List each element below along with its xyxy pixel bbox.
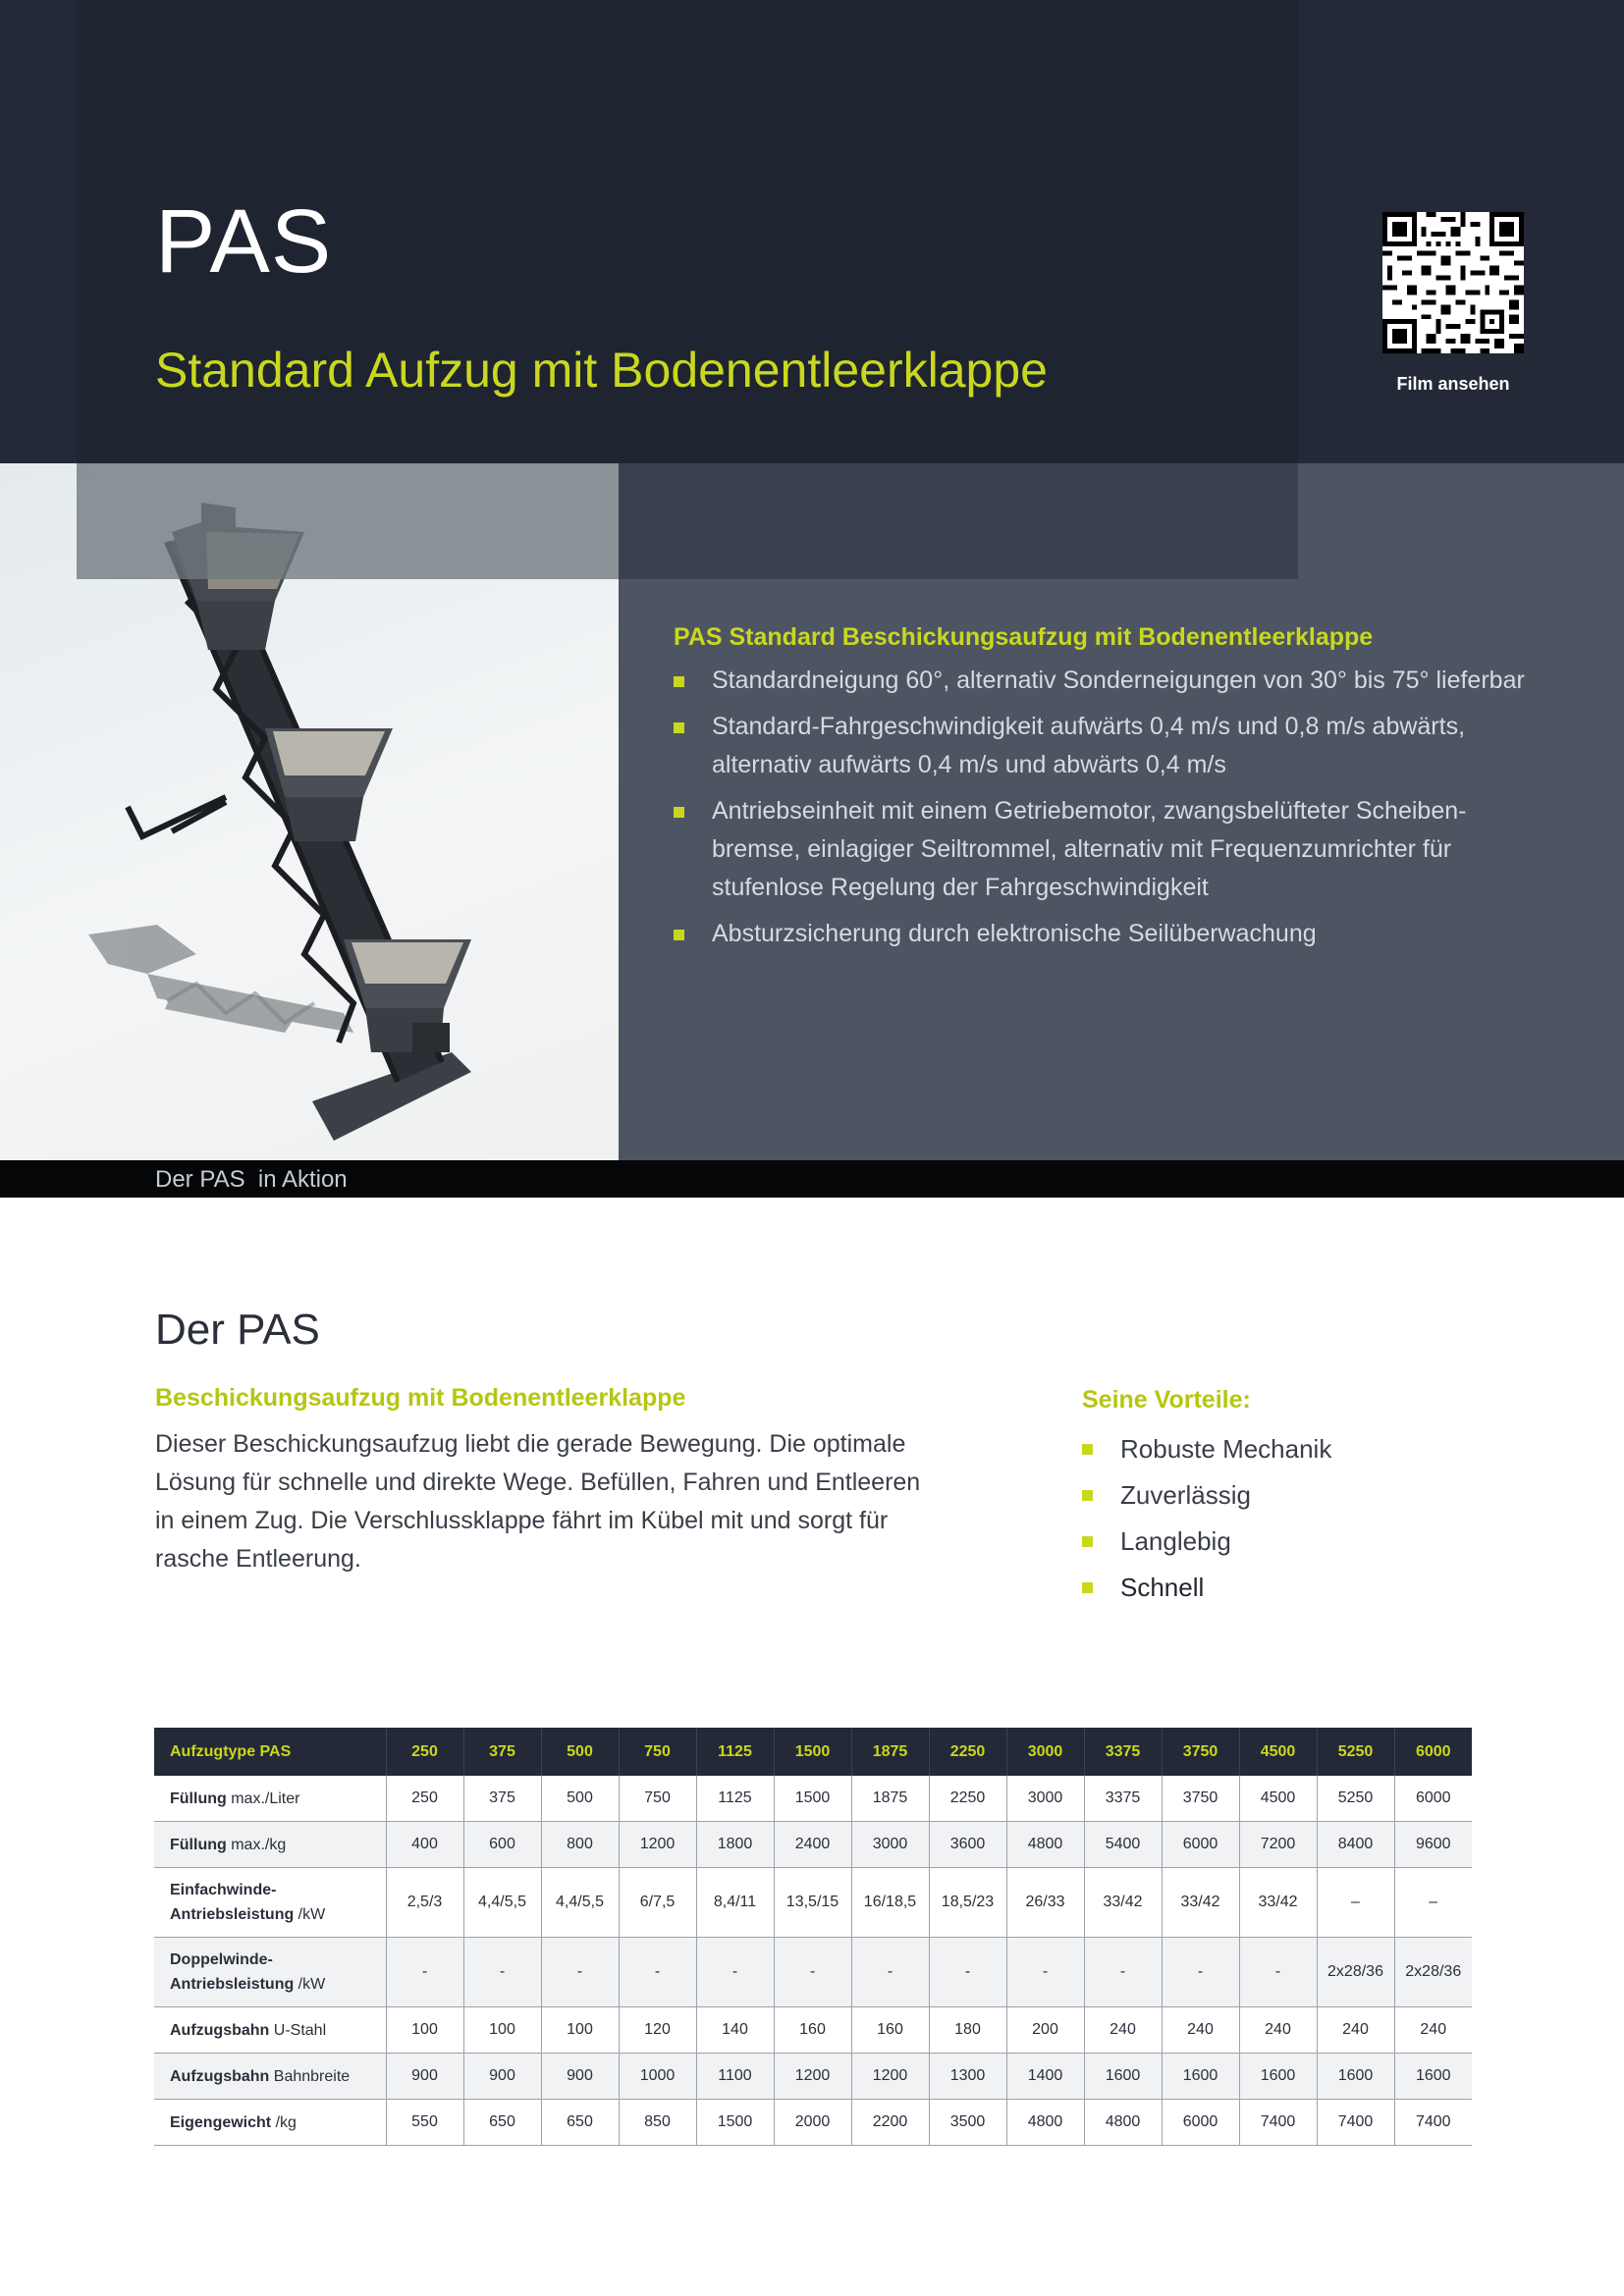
table-header-type: 4500: [1239, 1728, 1317, 1776]
table-cell: -: [774, 1938, 851, 2007]
row-label-main: Doppelwinde- Antriebsleistung: [170, 1951, 295, 1993]
table-cell: -: [619, 1938, 696, 2007]
table-cell: 800: [541, 1822, 619, 1868]
table-cell: 1000: [619, 2054, 696, 2100]
table-cell: –: [1394, 1868, 1472, 1938]
table-cell: 240: [1394, 2007, 1472, 2054]
table-cell: 3000: [1006, 1776, 1084, 1822]
table-cell: 6000: [1394, 1776, 1472, 1822]
image-caption: Der PAS in Aktion: [155, 1166, 348, 1193]
table-cell: 3375: [1084, 1776, 1162, 1822]
table-cell: 500: [541, 1776, 619, 1822]
spec-table: [154, 1728, 1472, 2146]
table-cell: 100: [463, 2007, 541, 2054]
table-cell: -: [386, 1938, 463, 2007]
table-cell: 650: [541, 2100, 619, 2146]
table-cell: 7400: [1317, 2100, 1394, 2146]
table-cell: 1875: [851, 1776, 929, 1822]
table-cell: 2400: [774, 1822, 851, 1868]
table-cell: 650: [463, 2100, 541, 2146]
table-cell: 1500: [774, 1776, 851, 1822]
table-cell: 850: [619, 2100, 696, 2146]
table-cell: 1200: [619, 1822, 696, 1868]
row-label-main: Einfachwinde- Antriebsleistung: [170, 1882, 295, 1923]
table-row: [154, 1868, 1472, 1938]
bullet-icon: [674, 807, 684, 818]
row-label-main: Aufzugsbahn: [170, 2067, 270, 2085]
table-cell: 900: [386, 2054, 463, 2100]
table-header-type: 3375: [1084, 1728, 1162, 1776]
table-cell: 8400: [1317, 1822, 1394, 1868]
table-cell: 16/18,5: [851, 1868, 929, 1938]
table-cell: 6000: [1162, 1822, 1239, 1868]
table-cell: -: [1006, 1938, 1084, 2007]
table-header-type: 5250: [1317, 1728, 1394, 1776]
table-row: [154, 1776, 1472, 1822]
table-cell: 2x28/36: [1317, 1938, 1394, 2007]
table-header-type: 1875: [851, 1728, 929, 1776]
table-row-label: [154, 1822, 386, 1868]
table-row-label: [154, 2100, 386, 2146]
row-label-main: Füllung: [170, 1836, 227, 1853]
table-cell: -: [1084, 1938, 1162, 2007]
table-cell: 240: [1239, 2007, 1317, 2054]
table-cell: -: [1162, 1938, 1239, 2007]
table-cell: -: [851, 1938, 929, 2007]
table-header-label: Aufzugtype PAS: [154, 1728, 386, 1776]
bullet-icon: [674, 930, 684, 940]
bullet-icon: [1082, 1582, 1093, 1593]
advantages-heading: Seine Vorteile:: [1082, 1386, 1251, 1414]
table-cell: 1800: [696, 1822, 774, 1868]
row-label-unit: /kW: [294, 1906, 326, 1923]
table-cell: 4800: [1006, 1822, 1084, 1868]
table-cell: 1600: [1084, 2054, 1162, 2100]
table-cell: 1300: [929, 2054, 1006, 2100]
table-cell: 550: [386, 2100, 463, 2146]
advantage-item: Zuverlässig: [1082, 1472, 1331, 1519]
table-cell: 3600: [929, 1822, 1006, 1868]
table-cell: 250: [386, 1776, 463, 1822]
table-header-type: 1125: [696, 1728, 774, 1776]
table-header-type: 500: [541, 1728, 619, 1776]
feature-item: Absturzsicherung durch elektronische Seilüberwachung: [674, 915, 1538, 953]
table-header-type: 3750: [1162, 1728, 1239, 1776]
feature-item: Standard-Fahrgeschwindigkeit aufwärts 0,4 m/s und 0,8 m/s abwärts, alternativ aufwärts 0,4 m/s und abwärts 0,4 m/s: [674, 708, 1538, 784]
feature-item: Antriebseinheit mit einem Getriebemotor, zwangsbelüfteter Scheiben-bremse, einlagiger Seiltrommel, alternativ mit Frequenzumrichter für stufenlose Regelung der Fahrgeschwindigkeit: [674, 792, 1538, 907]
table-cell: -: [463, 1938, 541, 2007]
table-header-type: 750: [619, 1728, 696, 1776]
advantages-list: [1082, 1426, 1331, 1611]
table-header-type: 250: [386, 1728, 463, 1776]
table-header-row: [154, 1728, 1472, 1776]
table-cell: 1125: [696, 1776, 774, 1822]
table-cell: 2x28/36: [1394, 1938, 1472, 2007]
table-header-type: 3000: [1006, 1728, 1084, 1776]
table-cell: 375: [463, 1776, 541, 1822]
table-cell: 4500: [1239, 1776, 1317, 1822]
table-cell: 1100: [696, 2054, 774, 2100]
table-cell: -: [929, 1938, 1006, 2007]
page-subtitle: Standard Aufzug mit Bodenentleerklappe: [155, 343, 1048, 398]
table-cell: 1600: [1394, 2054, 1472, 2100]
table-cell: -: [541, 1938, 619, 2007]
table-cell: 180: [929, 2007, 1006, 2054]
section-title: Der PAS: [155, 1306, 320, 1354]
features-list: [674, 662, 1538, 961]
table-header-type: 2250: [929, 1728, 1006, 1776]
table-cell: 13,5/15: [774, 1868, 851, 1938]
table-cell: 240: [1317, 2007, 1394, 2054]
table-row: [154, 2100, 1472, 2146]
table-cell: 5250: [1317, 1776, 1394, 1822]
table-cell: 3000: [851, 1822, 929, 1868]
table-cell: 4800: [1084, 2100, 1162, 2146]
table-row: [154, 1822, 1472, 1868]
table-cell: 240: [1084, 2007, 1162, 2054]
table-cell: 1600: [1317, 2054, 1394, 2100]
row-label-main: Füllung: [170, 1789, 227, 1807]
table-cell: 100: [386, 2007, 463, 2054]
table-row-label: [154, 2054, 386, 2100]
feature-item: Standardneigung 60°, alternativ Sonderneigungen von 30° bis 75° lieferbar: [674, 662, 1538, 700]
table-header-type: 6000: [1394, 1728, 1472, 1776]
table-cell: 8,4/11: [696, 1868, 774, 1938]
table-cell: -: [696, 1938, 774, 2007]
bullet-icon: [674, 676, 684, 687]
bullet-icon: [1082, 1444, 1093, 1455]
table-row-label: [154, 1868, 386, 1938]
table-cell: -: [1239, 1938, 1317, 2007]
row-label-unit: /kg: [271, 2113, 297, 2131]
table-cell: 600: [463, 1822, 541, 1868]
table-cell: 2250: [929, 1776, 1006, 1822]
table-cell: 140: [696, 2007, 774, 2054]
qr-code-icon[interactable]: [1382, 212, 1524, 353]
bullet-icon: [1082, 1536, 1093, 1547]
table-cell: 900: [463, 2054, 541, 2100]
table-row-label: [154, 1938, 386, 2007]
row-label-unit: max./kg: [226, 1836, 287, 1853]
table-cell: 240: [1162, 2007, 1239, 2054]
table-cell: 1600: [1162, 2054, 1239, 2100]
table-cell: 3750: [1162, 1776, 1239, 1822]
table-row-label: [154, 2007, 386, 2054]
table-cell: 1500: [696, 2100, 774, 2146]
row-label-unit: Bahnbreite: [269, 2067, 351, 2085]
table-row: [154, 2054, 1472, 2100]
table-cell: 33/42: [1084, 1868, 1162, 1938]
table-row: [154, 1938, 1472, 2007]
table-row: [154, 2007, 1472, 2054]
table-cell: 400: [386, 1822, 463, 1868]
table-cell: 7400: [1239, 2100, 1317, 2146]
table-cell: 2000: [774, 2100, 851, 2146]
table-cell: 160: [851, 2007, 929, 2054]
image-overlay: [77, 463, 619, 579]
table-cell: 2,5/3: [386, 1868, 463, 1938]
table-header-type: 1500: [774, 1728, 851, 1776]
row-label-main: Aufzugsbahn: [170, 2021, 270, 2039]
table-cell: 7200: [1239, 1822, 1317, 1868]
table-cell: 26/33: [1006, 1868, 1084, 1938]
table-cell: 120: [619, 2007, 696, 2054]
features-panel-top: [619, 463, 1298, 579]
table-cell: 6000: [1162, 2100, 1239, 2146]
table-cell: 4800: [1006, 2100, 1084, 2146]
row-label-unit: U-Stahl: [269, 2021, 327, 2039]
bullet-icon: [674, 722, 684, 733]
table-cell: 3500: [929, 2100, 1006, 2146]
table-cell: 18,5/23: [929, 1868, 1006, 1938]
table-header-type: 375: [463, 1728, 541, 1776]
table-cell: 160: [774, 2007, 851, 2054]
table-cell: 1600: [1239, 2054, 1317, 2100]
table-cell: 200: [1006, 2007, 1084, 2054]
table-cell: –: [1317, 1868, 1394, 1938]
table-cell: 100: [541, 2007, 619, 2054]
table-cell: 6/7,5: [619, 1868, 696, 1938]
row-label-main: Eigengewicht: [170, 2113, 272, 2131]
advantage-item: Robuste Mechanik: [1082, 1426, 1331, 1472]
features-heading: PAS Standard Beschickungsaufzug mit Bodenentleerklappe: [674, 623, 1374, 651]
table-cell: 4,4/5,5: [541, 1868, 619, 1938]
table-cell: 2200: [851, 2100, 929, 2146]
bullet-icon: [1082, 1490, 1093, 1501]
qr-label: Film ansehen: [1396, 374, 1510, 394]
table-cell: 5400: [1084, 1822, 1162, 1868]
table-cell: 33/42: [1162, 1868, 1239, 1938]
table-cell: 7400: [1394, 2100, 1472, 2146]
table-cell: 1200: [774, 2054, 851, 2100]
table-cell: 33/42: [1239, 1868, 1317, 1938]
page-title: PAS: [155, 191, 333, 292]
table-cell: 9600: [1394, 1822, 1472, 1868]
row-label-unit: /kW: [294, 1976, 326, 1993]
table-row-label: [154, 1776, 386, 1822]
section-subtitle: Beschickungsaufzug mit Bodenentleerklappe: [155, 1384, 686, 1412]
table-cell: 4,4/5,5: [463, 1868, 541, 1938]
table-cell: 900: [541, 2054, 619, 2100]
table-cell: 1400: [1006, 2054, 1084, 2100]
section-description: Dieser Beschickungsaufzug liebt die gerade Bewegung. Die optimale Lösung für schnelle und direkte Wege. Befüllen, Fahren und Entleeren in einem Zug. Die Verschlussklappe fährt im Kübel mit und sorgt für rasche Entleerung.: [155, 1430, 921, 1573]
table-cell: 1200: [851, 2054, 929, 2100]
advantage-item: Langlebig: [1082, 1519, 1331, 1565]
row-label-unit: max./Liter: [226, 1789, 300, 1807]
table-cell: 750: [619, 1776, 696, 1822]
advantage-item: Schnell: [1082, 1565, 1331, 1611]
